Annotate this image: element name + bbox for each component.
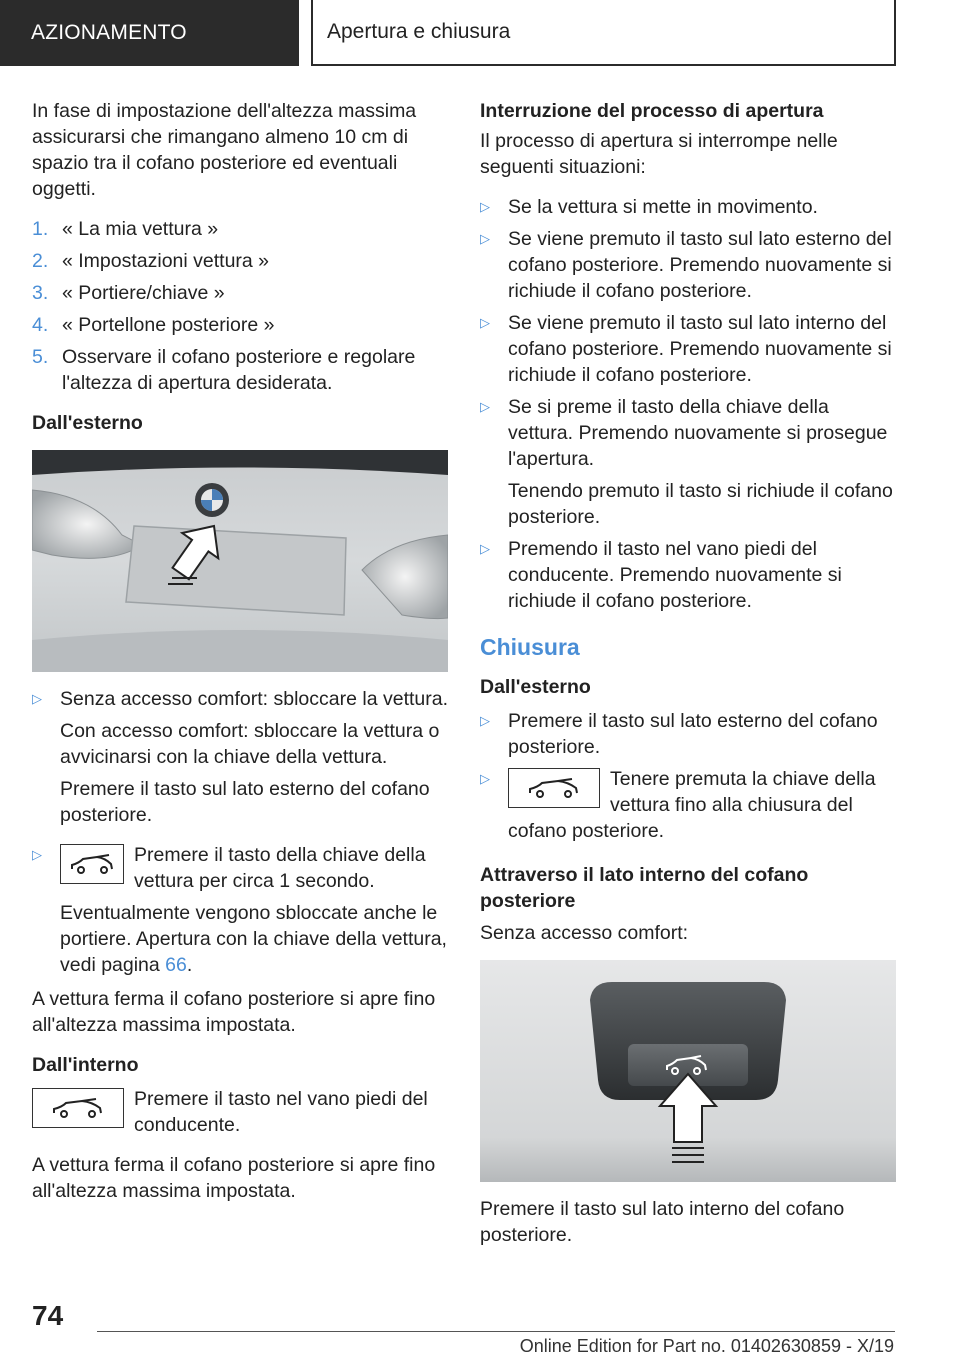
inside-text: Premere il tasto nel vano piedi del conducente. xyxy=(134,1088,428,1136)
inside-instruction xyxy=(32,1086,448,1138)
bullet-item xyxy=(480,226,896,304)
bullet-subtext: Eventualmente vengono sbloccate anche le portiere. Apertura con la chiave della vettura, vedi pagina 66. xyxy=(60,902,447,976)
step-text: « Impostazioni vettura » xyxy=(62,250,270,272)
car-tailgate-key-icon xyxy=(32,1088,124,1128)
bullet-item xyxy=(480,394,896,530)
step-text: « Portellone posteriore » xyxy=(62,314,275,336)
left-column xyxy=(32,98,448,1218)
bullet-item xyxy=(480,766,896,844)
step-item xyxy=(32,312,448,338)
triangle-bullet-icon: ▷ xyxy=(480,231,490,246)
section-tab: AZIONAMENTO xyxy=(0,0,299,66)
bullet-text: Senza accesso comfort: sbloccare la vettura. xyxy=(60,688,449,710)
step-number: 2. xyxy=(32,250,49,272)
bullet-item xyxy=(480,536,896,614)
bullet-subtext: Premere il tasto sul lato esterno del cofano posteriore. xyxy=(60,778,430,826)
bullet-text: Premere il tasto della chiave della vettura per circa 1 secondo. xyxy=(134,844,426,892)
right-column xyxy=(480,98,896,1262)
bullet-item xyxy=(480,708,896,760)
no-comfort-text: Senza accesso comfort: xyxy=(480,922,689,944)
step-text: « Portiere/chiave » xyxy=(62,282,225,304)
final-instruction: Premere il tasto sul lato interno del cofano posteriore. xyxy=(480,1198,845,1246)
triangle-bullet-icon: ▷ xyxy=(480,541,490,556)
interrupt-intro: Il processo di apertura si interrompe nelle seguenti situazioni: xyxy=(480,130,838,178)
through-heading: Attraverso il lato interno del cofano posteriore xyxy=(480,864,809,912)
step-text: « La mia vettura » xyxy=(62,218,219,240)
triangle-bullet-icon: ▷ xyxy=(32,691,42,706)
triangle-bullet-icon: ▷ xyxy=(480,713,490,728)
step-item xyxy=(32,344,448,396)
step-item xyxy=(32,280,448,306)
bullet-item xyxy=(32,842,448,978)
footer-rule xyxy=(97,1331,895,1332)
triangle-bullet-icon: ▷ xyxy=(480,399,490,414)
bullet-item xyxy=(480,194,896,220)
inside-heading: Dall'interno xyxy=(32,1054,139,1076)
step-text: Osservare il cofano posteriore e regolare l'altezza di apertura desiderata. xyxy=(62,346,416,394)
bullet-text: Se viene premuto il tasto sul lato interno del cofano posteriore. Premendo nuovamente si richiude il cofano posteriore. xyxy=(508,312,892,386)
bullet-text: Tenere premuta la chiave della vettura fino alla chiusura del cofano posteriore. xyxy=(508,768,876,842)
page-number: 74 xyxy=(32,1300,64,1331)
bullet-subtext: Tenendo premuto il tasto si richiude il cofano posteriore. xyxy=(508,480,893,528)
intro-paragraph: In fase di impostazione dell'altezza massima assicurarsi che rimangano almeno 10 cm di spazio tra il cofano posteriore ed eventuali oggetti. xyxy=(32,100,417,200)
step-item xyxy=(32,248,448,274)
triangle-bullet-icon: ▷ xyxy=(480,199,490,214)
paragraph: A vettura ferma il cofano posteriore si apre fino all'altezza massima impostata. xyxy=(32,1154,436,1202)
bullet-text: Premere il tasto sul lato esterno del cofano posteriore. xyxy=(508,710,878,758)
interrupt-heading: Interruzione del processo di apertura xyxy=(480,100,824,122)
step-item xyxy=(32,216,448,242)
triangle-bullet-icon: ▷ xyxy=(32,847,42,862)
triangle-bullet-icon: ▷ xyxy=(480,315,490,330)
step-number: 1. xyxy=(32,218,49,240)
tailgate-exterior-illustration xyxy=(32,450,448,672)
car-tailgate-key-icon xyxy=(60,844,124,884)
outside-heading: Dall'esterno xyxy=(32,412,143,434)
bullet-text: Se la vettura si mette in movimento. xyxy=(508,196,818,218)
bullet-text: Se si preme il tasto della chiave della vettura. Premendo nuovamente si prosegue l'apertura. xyxy=(508,396,888,470)
triangle-bullet-icon: ▷ xyxy=(480,771,490,786)
outside-heading: Dall'esterno xyxy=(480,676,591,698)
page-reference-link[interactable]: 66 xyxy=(165,954,187,976)
step-number: 5. xyxy=(32,346,49,368)
footer-edition: Online Edition for Part no. 01402630859 - X/19 xyxy=(519,1336,894,1356)
bullet-item xyxy=(32,686,448,828)
bullet-text: Premendo il tasto nel vano piedi del conducente. Premendo nuovamente si richiude il cofano posteriore. xyxy=(508,538,842,612)
car-tailgate-key-icon xyxy=(508,768,600,808)
bullet-item xyxy=(480,310,896,388)
tailgate-interior-button-illustration xyxy=(480,960,896,1182)
settings-steps-list xyxy=(32,216,448,396)
bullet-text: Se viene premuto il tasto sul lato esterno del cofano posteriore. Premendo nuovamente si richiude il cofano posteriore. xyxy=(508,228,892,302)
chapter-title: Apertura e chiusura xyxy=(311,0,896,66)
paragraph: A vettura ferma il cofano posteriore si apre fino all'altezza massima impostata. xyxy=(32,988,436,1036)
step-number: 4. xyxy=(32,314,49,336)
bullet-subtext: Con accesso comfort: sbloccare la vettura o avvicinarsi con la chiave della vettura. xyxy=(60,720,440,768)
step-number: 3. xyxy=(32,282,49,304)
closing-heading: Chiusura xyxy=(480,634,580,660)
